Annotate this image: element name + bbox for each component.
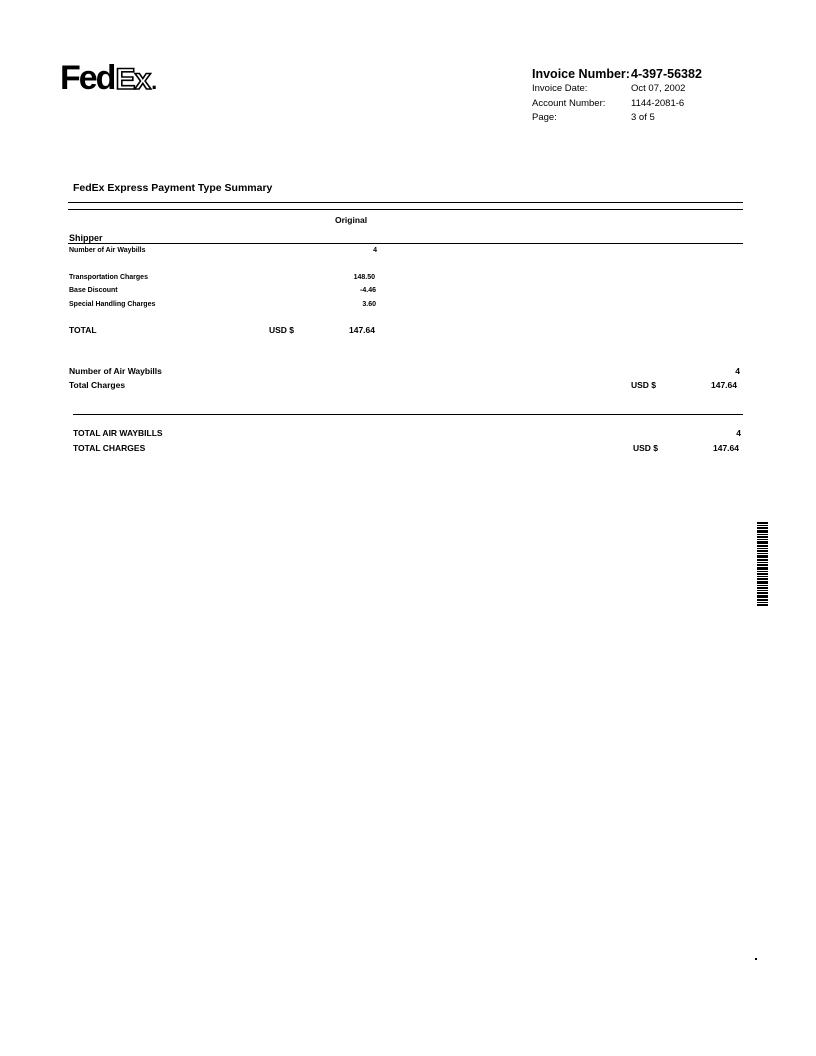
fedex-logo (60, 61, 157, 95)
row-value-air-waybills: 4 (373, 247, 377, 254)
totals-charges-currency: USD $ (631, 380, 657, 390)
totals-charges-value: 147.64 (711, 380, 737, 390)
group-header-rule (68, 243, 743, 244)
logo-ex-text: Ex (115, 63, 151, 96)
total-value: 147.64 (349, 325, 375, 335)
grand-air-waybills-value: 4 (736, 428, 741, 438)
page-value: 3 of 5 (631, 112, 655, 123)
row-label-base-discount: Base Discount (69, 287, 118, 294)
grand-charges-label: TOTAL CHARGES (73, 443, 146, 453)
account-number-label: Account Number: (532, 98, 606, 109)
invoice-number-value: 4-397-56382 (631, 67, 702, 81)
grand-air-waybills-label: TOTAL AIR WAYBILLS (73, 428, 163, 438)
invoice-date-value: Oct 07, 2002 (631, 83, 686, 94)
row-value-transportation-charges: 148.50 (353, 274, 375, 281)
row-value-base-discount: -4.46 (360, 287, 376, 294)
totals-air-waybills-label: Number of Air Waybills (69, 366, 162, 376)
grand-charges-currency: USD $ (633, 443, 659, 453)
barcode-icon (757, 522, 768, 620)
total-label: TOTAL (69, 325, 97, 335)
logo-dot: . (151, 69, 158, 94)
group-label-shipper: Shipper (69, 233, 103, 243)
account-number-value: 1144-2081-6 (631, 98, 685, 109)
column-header-original: Original (335, 215, 368, 225)
invoice-date-label: Invoice Date: (532, 83, 588, 94)
page-label: Page: (532, 112, 557, 123)
row-value-special-handling: 3.60 (362, 301, 376, 308)
row-label-air-waybills: Number of Air Waybills (69, 247, 146, 254)
logo-fed-text: Fed (60, 59, 115, 97)
totals-charges-label: Total Charges (69, 380, 126, 390)
total-currency: USD $ (269, 325, 295, 335)
totals-air-waybills-value: 4 (735, 366, 740, 376)
invoice-number-label: Invoice Number: (532, 67, 630, 81)
page-mark-dot (755, 958, 757, 960)
table-top-rule (68, 202, 743, 203)
section-title: FedEx Express Payment Type Summary (73, 182, 273, 194)
grand-totals-rule (73, 414, 743, 415)
table-top-rule-second (68, 209, 743, 210)
row-label-special-handling: Special Handling Charges (69, 301, 156, 308)
row-label-transportation-charges: Transportation Charges (69, 274, 148, 281)
grand-charges-value: 147.64 (713, 443, 739, 453)
